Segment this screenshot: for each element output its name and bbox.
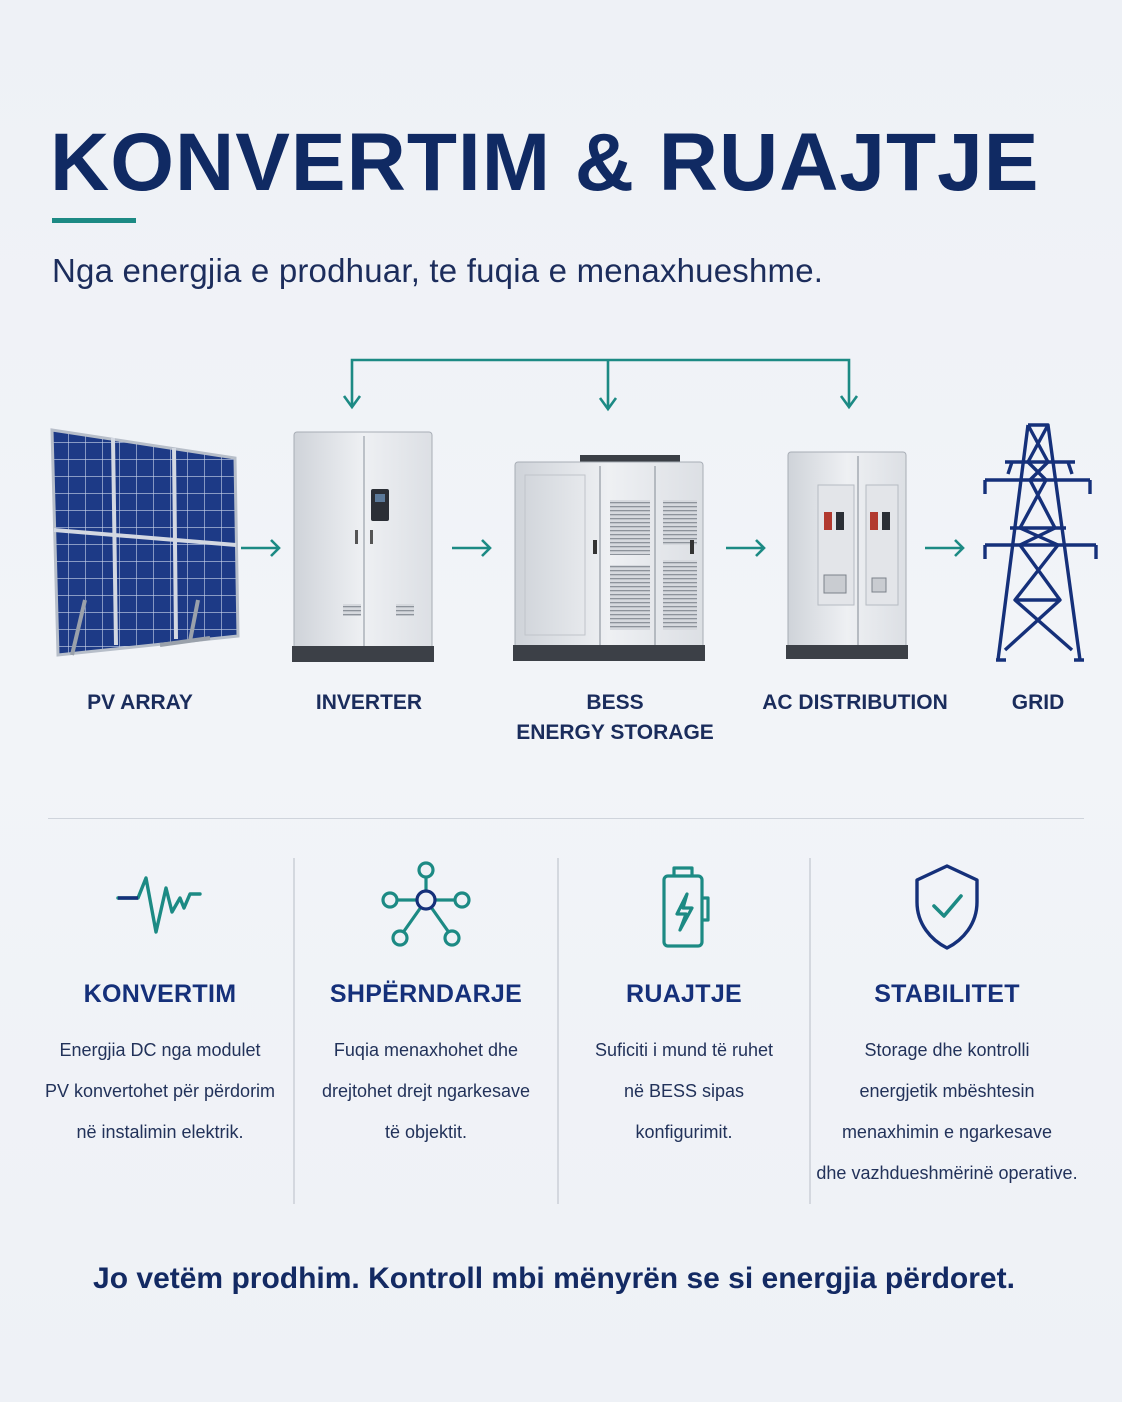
page-subtitle: Nga energjia e prodhuar, te fuqia e menaxhueshme. bbox=[52, 252, 824, 289]
feature-shperndarje bbox=[298, 860, 554, 1200]
column-separator bbox=[293, 858, 295, 1204]
title-accent-rule bbox=[52, 218, 136, 223]
battery-storage-cabinet-icon bbox=[513, 455, 705, 661]
feature-title: STABILITET bbox=[874, 980, 1020, 1008]
feature-description: Storage dhe kontrolli energjetik mbështesin menaxhimin e ngarkesave dhe vazhdueshmërinë operative. bbox=[816, 1040, 1078, 1183]
pulse-wave-icon bbox=[110, 860, 210, 940]
column-separator bbox=[809, 858, 811, 1204]
stage-label-inverter: INVERTER bbox=[315, 691, 423, 714]
feature-title: SHPËRNDARJE bbox=[329, 980, 523, 1008]
stage-label-pv-array: PV ARRAY bbox=[87, 691, 193, 714]
footer-tagline: Jo vetëm prodhim. Kontroll mbi mënyrën se si energjia përdoret. bbox=[93, 1262, 1015, 1295]
feature-ruajtje bbox=[562, 860, 806, 1200]
page-title: KONVERTIM & RUAJTJE bbox=[50, 117, 1040, 208]
feature-konvertim bbox=[30, 860, 290, 1200]
stage-label-ac-distribution: AC DISTRIBUTION bbox=[762, 691, 948, 714]
feature-title: KONVERTIM bbox=[83, 980, 237, 1008]
feature-description: Energjia DC nga modulet PV konvertohet për përdorim në instalimin elektrik. bbox=[44, 1040, 276, 1142]
stage-label-bess: BESS ENERGY STORAGE bbox=[516, 691, 714, 744]
feature-title: RUAJTJE bbox=[625, 980, 743, 1008]
shield-check-icon bbox=[897, 860, 997, 952]
battery-charge-icon bbox=[634, 860, 734, 952]
ac-distribution-cabinet-icon bbox=[786, 452, 908, 659]
feature-stabilitet bbox=[812, 860, 1082, 1200]
network-nodes-icon bbox=[376, 860, 476, 952]
feature-description: Suficiti i mund të ruhet në BESS sipas konfigurimit. bbox=[594, 1040, 774, 1142]
power-pylon-icon bbox=[985, 425, 1096, 660]
feature-description: Fuqia menaxhohet dhe drejtohet drejt ngarkesave të objektit. bbox=[321, 1040, 531, 1142]
energy-flow-diagram bbox=[0, 340, 1122, 680]
control-bus-line bbox=[344, 360, 857, 409]
section-divider bbox=[48, 818, 1084, 819]
stage-label-grid: GRID bbox=[1011, 691, 1065, 714]
inverter-cabinet-icon bbox=[292, 432, 434, 662]
solar-panel-icon bbox=[52, 430, 238, 655]
column-separator bbox=[557, 858, 559, 1204]
